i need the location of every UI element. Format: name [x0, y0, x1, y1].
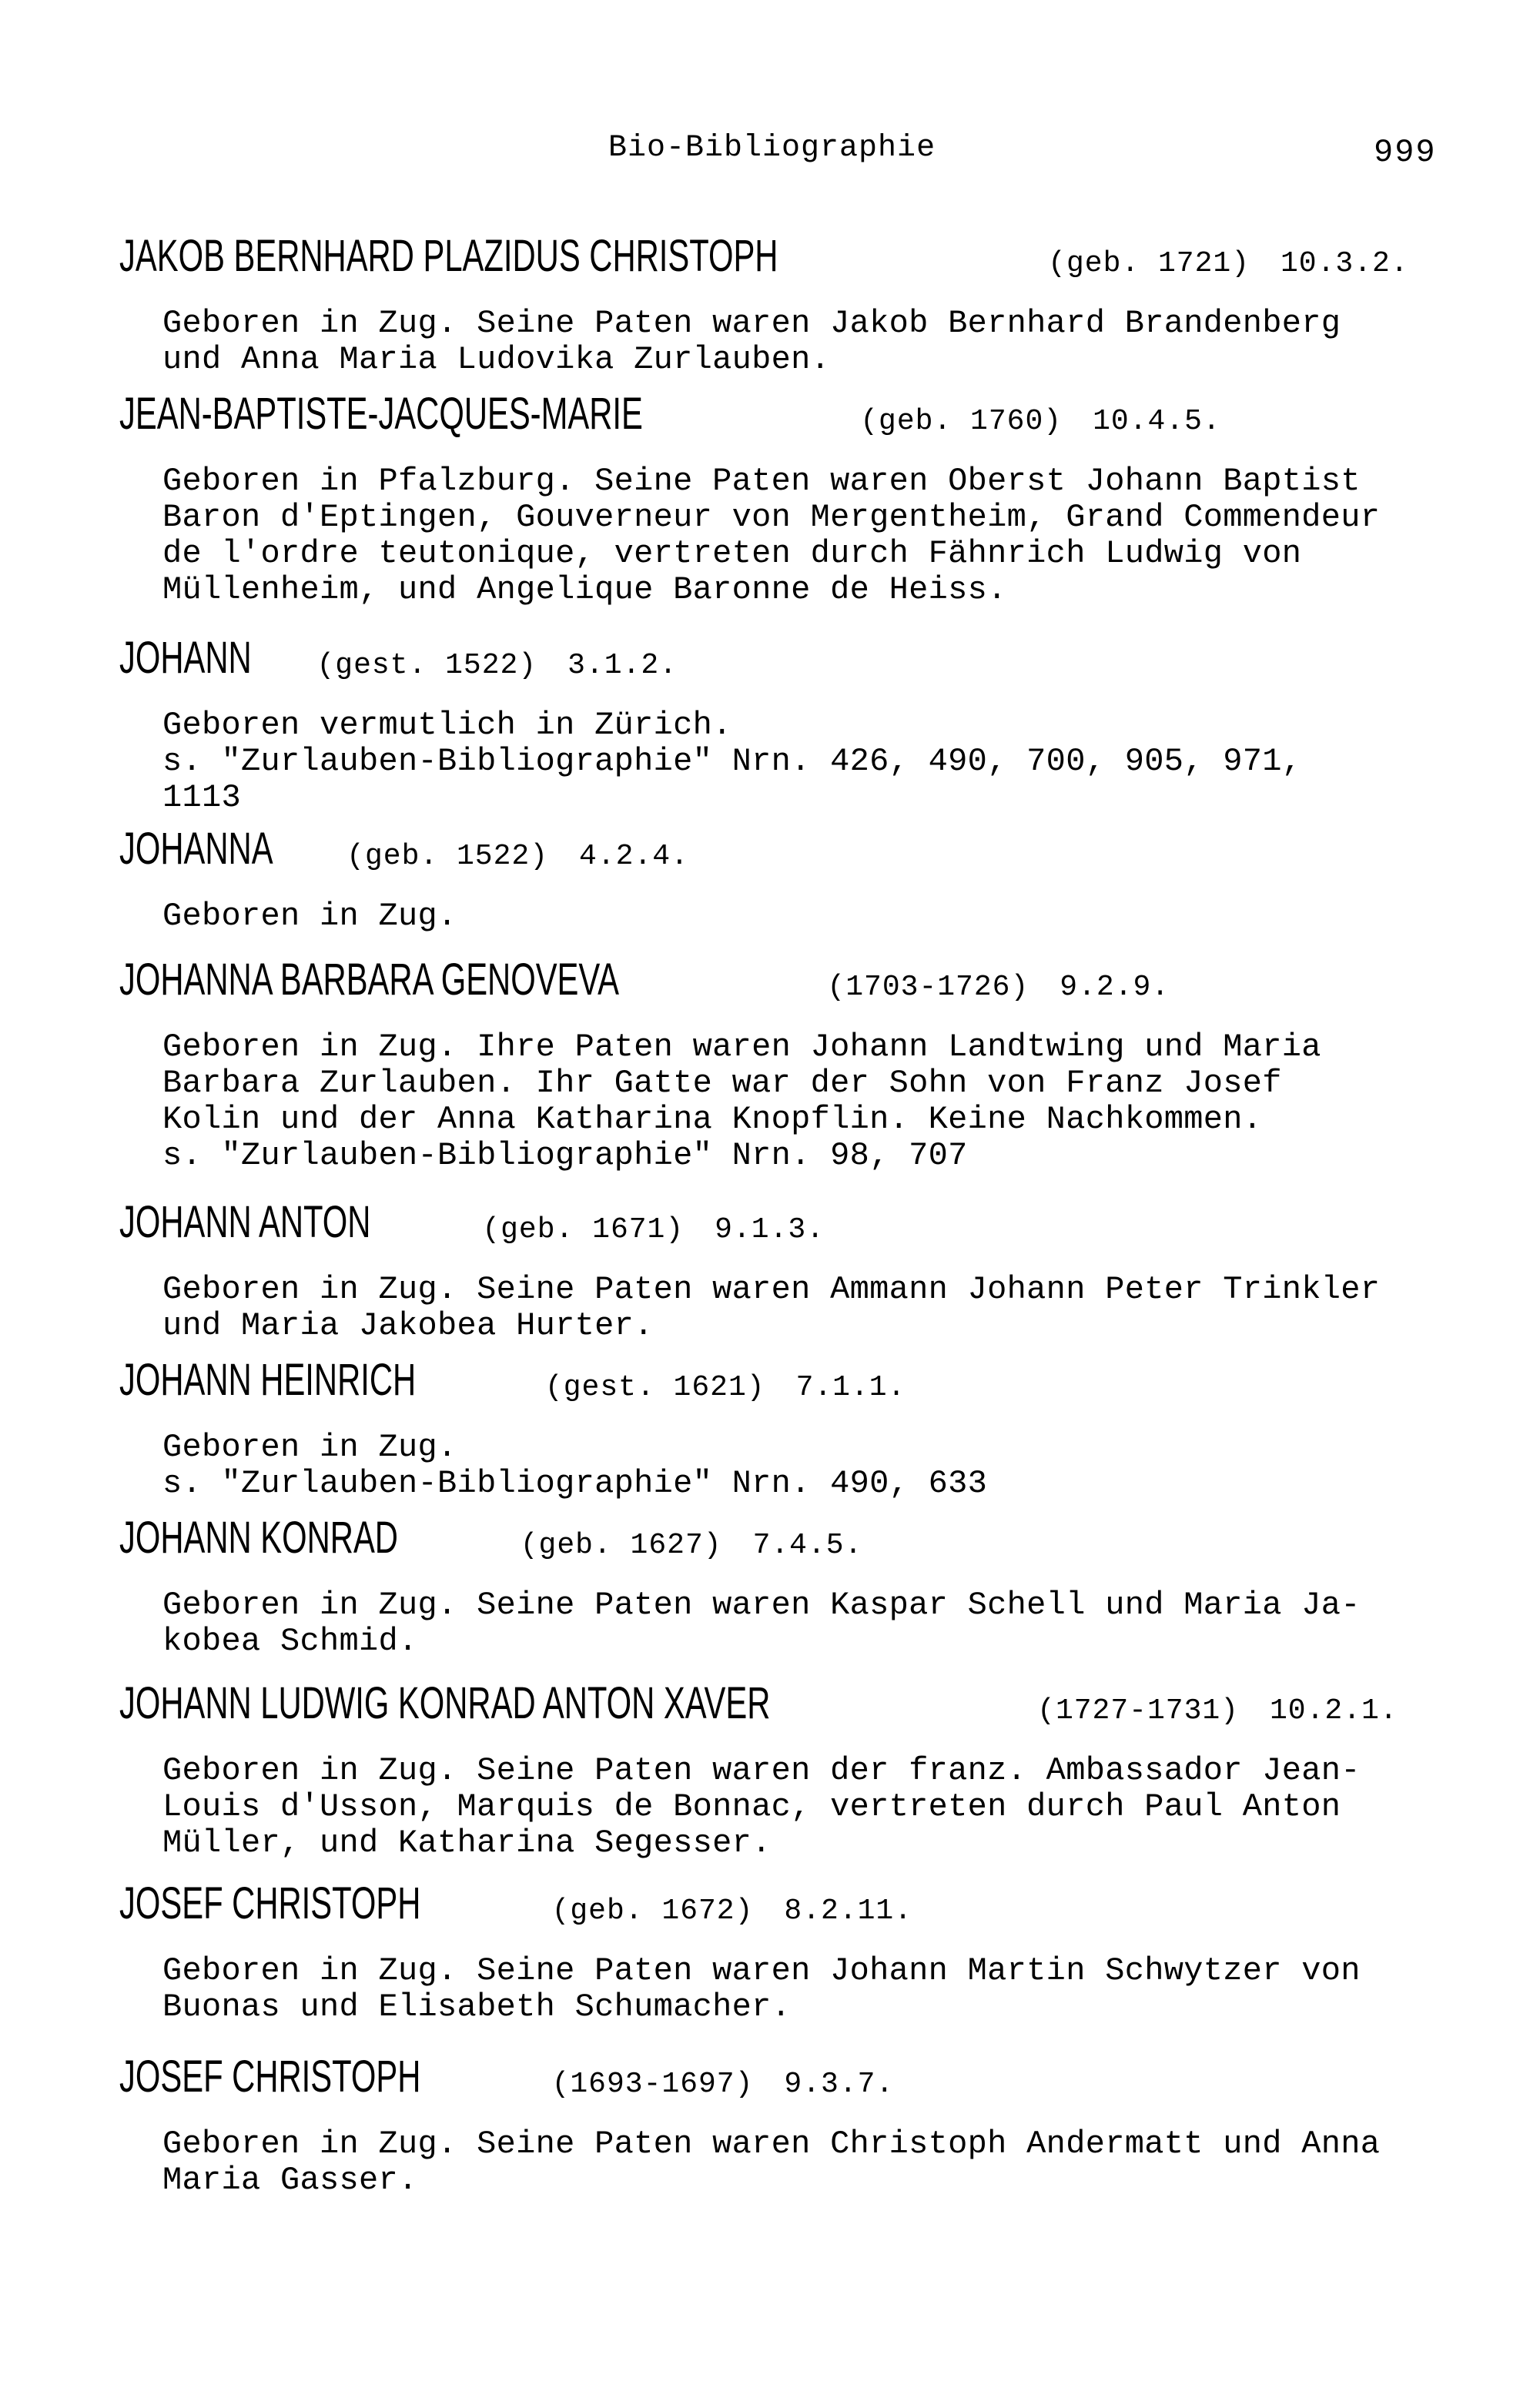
entry: [119, 2052, 1459, 2199]
entry-dates: (geb. 1760): [860, 405, 1063, 438]
entry: [119, 389, 1459, 608]
entry-reference: 7.1.1.: [795, 1371, 906, 1404]
entry-reference: 10.2.1.: [1269, 1694, 1398, 1727]
entry-name: JOHANN HEINRICH: [119, 1355, 417, 1405]
entry-text-line: Louis d'Usson, Marquis de Bonnac, vertreten durch Paul Anton: [162, 1788, 1341, 1825]
entry-text-line: Geboren in Zug. Ihre Paten waren Johann Landtwing und Maria: [162, 1028, 1321, 1065]
entry-reference: 10.4.5.: [1093, 405, 1221, 438]
entry-heading: [119, 1513, 1459, 1575]
entry-text-line: 1113: [162, 779, 242, 816]
entry-reference: 4.2.4.: [579, 840, 689, 873]
entry-text-line: Kolin und der Anna Katharina Knopflin. Keine Nachkommen.: [162, 1101, 1263, 1138]
entry: [119, 1197, 1459, 1344]
entry-body: [162, 2126, 1459, 2199]
entry-text-line: Müllenheim, und Angelique Baronne de Heiss.: [162, 571, 1007, 608]
entry-text-line: Geboren in Zug. Seine Paten waren Kaspar Schell und Maria Ja-: [162, 1587, 1361, 1624]
entry-text-line: Geboren in Zug. Seine Paten waren Christoph Andermatt und Anna: [162, 2125, 1381, 2162]
entry-heading: [119, 389, 1459, 451]
entry-reference: 9.1.3.: [715, 1213, 825, 1246]
entry-heading: [119, 633, 1459, 695]
entry-name: JOHANN: [119, 633, 252, 683]
entry-body: [162, 898, 1459, 935]
entry-dates: (1693-1697): [551, 2068, 754, 2101]
entry-text-line: Geboren in Zug. Seine Paten waren Johann Martin Schwytzer von: [162, 1952, 1361, 1989]
entry: [119, 955, 1459, 1174]
entry-text-line: s. "Zurlauben-Bibliographie" Nrn. 98, 707: [162, 1137, 968, 1174]
entry-heading: [119, 1878, 1459, 1941]
entry-text-line: Müller, und Katharina Segesser.: [162, 1824, 772, 1861]
entry-name: JOSEF CHRISTOPH: [119, 1878, 421, 1928]
entry: [119, 824, 1459, 935]
entry-dates: (1727-1731): [1037, 1694, 1239, 1727]
entry-reference: 9.2.9.: [1060, 971, 1170, 1004]
entry-reference: 9.3.7.: [784, 2068, 895, 2101]
entry-text-line: Geboren in Zug.: [162, 1429, 457, 1466]
entry-text-line: Barbara Zurlauben. Ihr Gatte war der Sohn von Franz Josef: [162, 1065, 1282, 1102]
entry-text-line: Geboren in Zug.: [162, 898, 457, 935]
entry-body: [162, 1753, 1459, 1861]
entry-name: JOSEF CHRISTOPH: [119, 2052, 421, 2102]
entry: [119, 1678, 1459, 1861]
entry-body: [162, 306, 1459, 378]
entry: [119, 1355, 1459, 1502]
entry-body: [162, 1587, 1459, 1660]
entry-heading: [119, 824, 1459, 886]
entry-text-line: kobea Schmid.: [162, 1623, 418, 1660]
entry-heading: [119, 1678, 1459, 1741]
page-number: 999: [1374, 134, 1437, 171]
entry: [119, 1878, 1459, 2025]
entry: [119, 633, 1459, 816]
entry-body: [162, 1029, 1459, 1174]
entry-body: [162, 463, 1459, 608]
entry-text-line: und Anna Maria Ludovika Zurlauben.: [162, 341, 831, 378]
entry-text-line: Geboren in Zug. Seine Paten waren Ammann Johann Peter Trinkler: [162, 1271, 1381, 1308]
entry-reference: 3.1.2.: [567, 649, 678, 682]
entry-body: [162, 1430, 1459, 1502]
entry-dates: (1703-1726): [827, 971, 1029, 1004]
entry-text-line: Geboren in Pfalzburg. Seine Paten waren Oberst Johann Baptist: [162, 463, 1361, 500]
entry-name: JOHANN LUDWIG KONRAD ANTON XAVER: [119, 1678, 771, 1728]
entry-name: JAKOB BERNHARD PLAZIDUS CHRISTOPH: [119, 231, 778, 281]
entry-body: [162, 707, 1459, 816]
entry-dates: (gest. 1621): [544, 1371, 765, 1404]
entry-text-line: Baron d'Eptingen, Gouverneur von Mergentheim, Grand Commendeur: [162, 499, 1381, 536]
entry-text-line: s. "Zurlauben-Bibliographie" Nrn. 426, 490, 700, 905, 971,: [162, 743, 1302, 780]
entry-text-line: Geboren in Zug. Seine Paten waren Jakob Bernhard Brandenberg: [162, 305, 1341, 342]
entry-text-line: s. "Zurlauben-Bibliographie" Nrn. 490, 633: [162, 1465, 988, 1502]
entry-text-line: Geboren vermutlich in Zürich.: [162, 707, 732, 744]
entry-text-line: Maria Gasser.: [162, 2162, 418, 2199]
entry-name: JOHANN KONRAD: [119, 1513, 398, 1563]
entry-dates: (geb. 1671): [482, 1213, 685, 1246]
entry-dates: (geb. 1721): [1048, 247, 1250, 280]
entry-name: JOHANN ANTON: [119, 1197, 371, 1247]
entry-heading: [119, 2052, 1459, 2114]
entry-name: JOHANNA BARBARA GENOVEVA: [119, 955, 620, 1005]
entry-name: JEAN-BAPTISTE-JACQUES-MARIE: [119, 389, 643, 439]
entry-text-line: und Maria Jakobea Hurter.: [162, 1307, 654, 1344]
entry-text-line: Geboren in Zug. Seine Paten waren der franz. Ambassador Jean-: [162, 1752, 1361, 1789]
entry-text-line: de l'ordre teutonique, vertreten durch Fähnrich Ludwig von: [162, 535, 1302, 572]
entry-heading: [119, 231, 1459, 293]
entry-dates: (geb. 1627): [520, 1529, 722, 1562]
entry-heading: [119, 1355, 1459, 1417]
entry-dates: (gest. 1522): [316, 649, 537, 682]
entry-reference: 10.3.2.: [1281, 247, 1409, 280]
entry-name: JOHANNA: [119, 824, 273, 874]
entry-text-line: Buonas und Elisabeth Schumacher.: [162, 1988, 792, 2025]
entry: [119, 231, 1459, 378]
entry-reference: 8.2.11.: [784, 1895, 913, 1928]
entry-body: [162, 1272, 1459, 1344]
entry: [119, 1513, 1459, 1660]
entry-heading: [119, 955, 1459, 1017]
entry-dates: (geb. 1522): [346, 840, 548, 873]
entry-dates: (geb. 1672): [551, 1895, 754, 1928]
entry-reference: 7.4.5.: [752, 1529, 863, 1562]
running-title: Bio-Bibliographie: [608, 131, 936, 166]
entry-body: [162, 1953, 1459, 2025]
entry-heading: [119, 1197, 1459, 1259]
